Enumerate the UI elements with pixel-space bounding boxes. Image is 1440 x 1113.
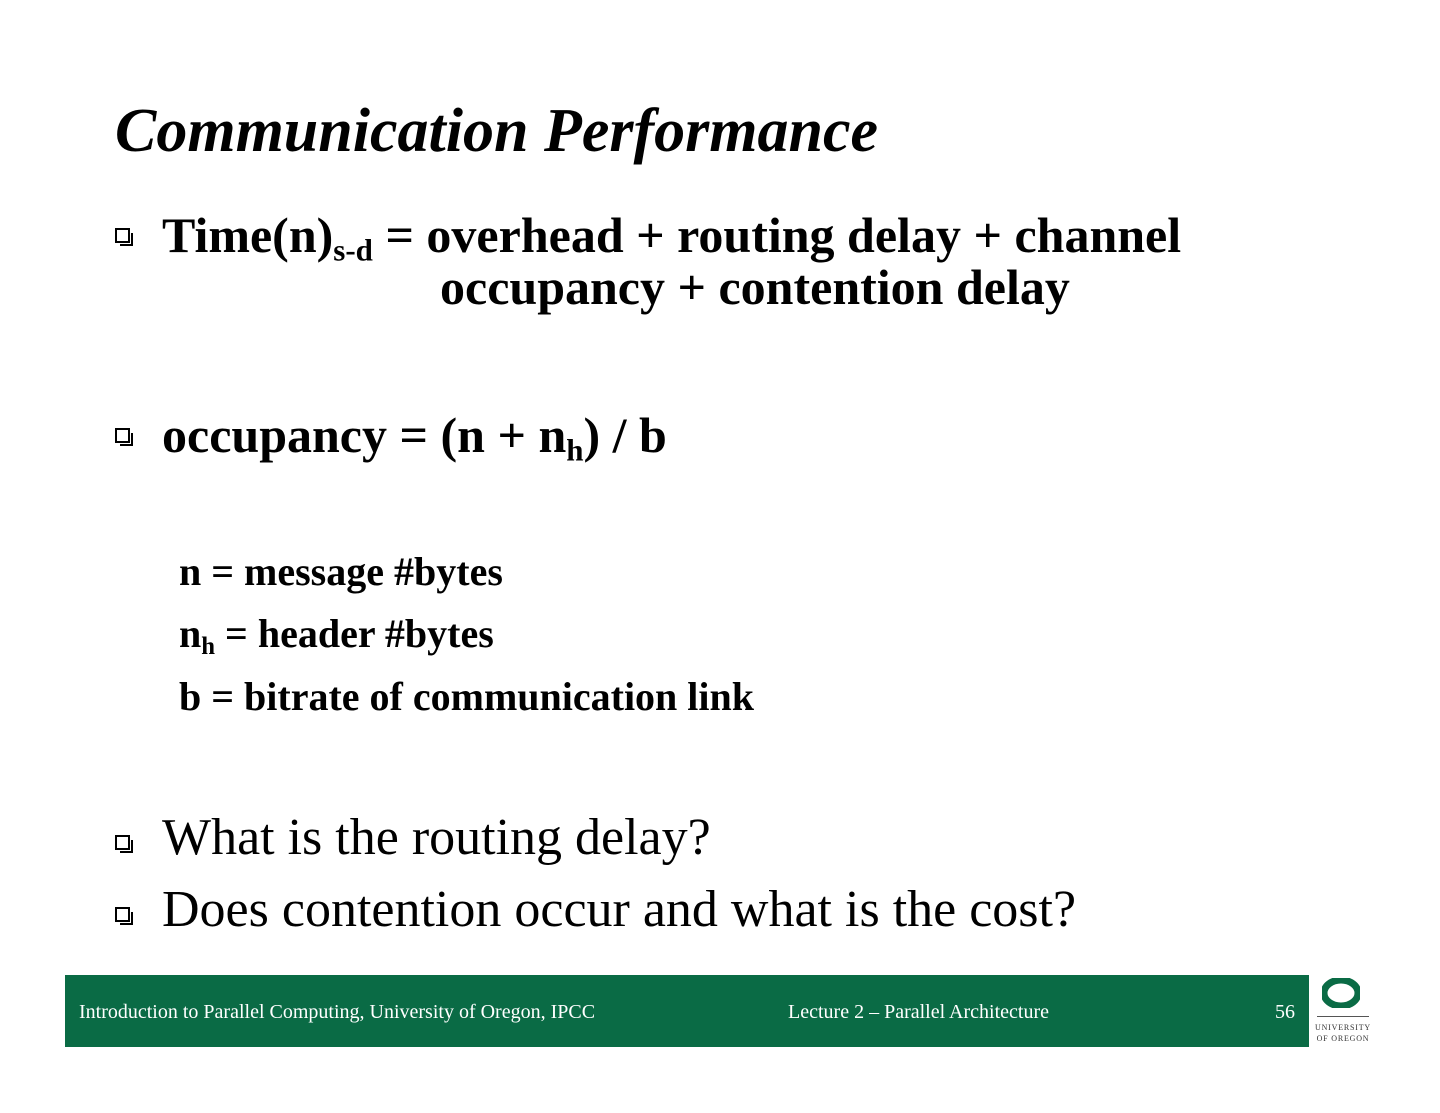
- footer-bar: [65, 975, 1309, 1047]
- logo-line-university: UNIVERSITY: [1315, 1023, 1371, 1032]
- bullet-occupancy-formula: [115, 407, 915, 470]
- definition-nh-subscript: h: [201, 632, 216, 660]
- time-formula-pre: Time(n): [162, 207, 334, 263]
- definition-nh: [179, 611, 494, 660]
- time-formula-text: [162, 207, 1182, 268]
- question-text: Does contention occur and what is the cost?: [162, 881, 1077, 938]
- definition-nh-post: = header #bytes: [215, 611, 494, 656]
- logo-divider: [1317, 1016, 1369, 1017]
- time-formula-subscript: s-d: [333, 232, 373, 268]
- logo-line-of-oregon: OF OREGON: [1316, 1034, 1370, 1043]
- footer-lecture: Lecture 2 – Parallel Architecture: [788, 1001, 1049, 1023]
- slide-title: Communication Performance: [115, 97, 878, 165]
- definition-nh-pre: n: [179, 611, 202, 656]
- square-bullet-icon: [115, 228, 130, 243]
- footer-course: Introduction to Parallel Computing, University of Oregon, IPCC: [79, 1001, 596, 1023]
- occupancy-formula-post: ) / b: [583, 407, 667, 463]
- square-bullet-icon: [115, 428, 130, 443]
- footer-page-number: 56: [1275, 1001, 1295, 1023]
- question-text: What is the routing delay?: [162, 809, 711, 866]
- square-bullet-icon: [115, 907, 130, 922]
- square-bullet-icon: [115, 835, 130, 850]
- occupancy-formula-pre: occupancy = (n + n: [162, 407, 567, 463]
- time-formula-continuation: occupancy + contention delay: [440, 259, 1070, 315]
- definition-b: b = bitrate of communication link: [179, 674, 755, 719]
- oregon-o-icon: [1322, 978, 1360, 1008]
- definition-n: n = message #bytes: [179, 549, 503, 594]
- occupancy-formula-subscript: h: [566, 432, 584, 468]
- time-formula-post: = overhead + routing delay + channel: [372, 207, 1182, 263]
- occupancy-formula-text: [162, 407, 667, 468]
- university-of-oregon-logo: [1313, 975, 1373, 1050]
- question-contention: [115, 881, 1215, 944]
- question-routing-delay: [115, 809, 1015, 872]
